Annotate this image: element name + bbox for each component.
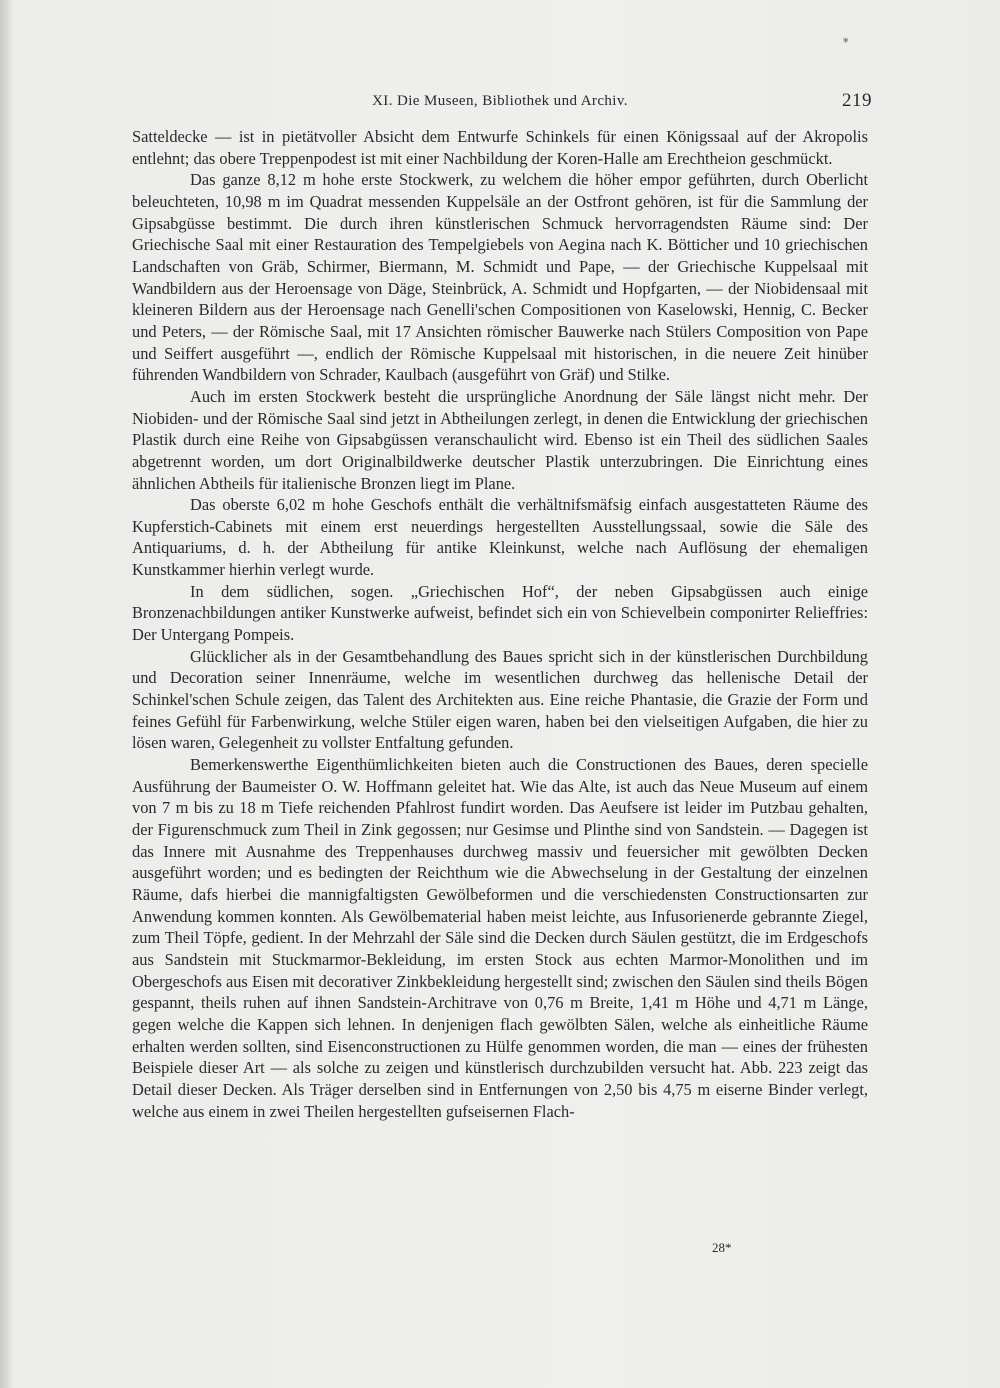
body-text [132, 126, 868, 1122]
paragraph: Glücklicher als in der Gesamtbehandlung des Baues spricht sich in der künstlerischen Durchbildung und Decoration seiner Innenräume, welche im wesentlichen durchweg das hellenische Detail der Schinkel'schen Schule zeigen, das Talent des Architekten aus. Eine reiche Phantasie, die Grazie der Form und feines Gefühl für Farbenwirkung, welche Stüler eigen waren, haben bei den vielseitigen Aufgaben, die hier zu lösen waren, Gelegenheit zu vollster Entfaltung gefunden. [132, 646, 868, 753]
signature-mark: 28* [712, 1240, 732, 1255]
paragraph: Das oberste 6,02 m hohe Geschofs enthält die verhältnifsmäfsig einfach ausgestatteten Räume des Kupferstich-Cabinets mit einem erst neuerdings hergestellten Ausstellungssaal, sowie die Säle des Antiquariums, d. h. der Abtheilung für antike Kleinkunst, welche nach Auflösung der ehemaligen Kunstkammer hierhin verlegt wurde. [132, 495, 868, 580]
paragraph: Satteldecke — ist in pietätvoller Absicht dem Entwurfe Schinkels für einen Königssaal auf der Akropolis entlehnt; das obere Treppenpodest ist mit einer Nachbildung der Koren-Halle am Erechtheion geschmückt. [132, 127, 868, 168]
paragraph: Auch im ersten Stockwerk besteht die ursprüngliche Anordnung der Säle längst nicht mehr. Der Niobiden- und der Römische Saal sind jetzt in Abtheilungen zerlegt, in denen die Entwicklung der griechischen Plastik durch eine Reihe von Gipsabgüssen veranschaulicht wird. Ebenso ist ein Theil des südlichen Saales abgetrennt worden, um dort Originalbildwerke deutscher Plastik unterzubringen. Die Einrichtung eines ähnlichen Abtheils für italienische Bronzen liegt im Plane. [132, 386, 868, 493]
running-head [130, 90, 870, 114]
corner-mark: * [843, 36, 849, 49]
page-edge-shadow [0, 0, 12, 1388]
chapter-title: XI. Die Museen, Bibliothek und Archiv. [372, 93, 628, 109]
page-number: 219 [842, 90, 872, 111]
paragraph: In dem südlichen, sogen. „Griechischen Hof“, der neben Gipsabgüssen auch einige Bronzenachbildungen antiker Kunstwerke aufweist, befindet sich ein von Schievelbein componirter Relieffries: Der Untergang Pompeis. [132, 581, 868, 645]
paragraph: Das ganze 8,12 m hohe erste Stockwerk, zu welchem die höher empor geführten, durch Oberlicht beleuchteten, 10,98 m im Quadrat messenden Kuppelsäle an der Ostfront gehören, ist für die Sammlung der Gipsabgüsse bestimmt. Die durch ihren künstlerischen Schmuck hervorragendsten Räume sind: Der Griechische Saal mit einer Restauration des Tempelgiebels von Aegina nach K. Bötticher und 10 griechischen Landschaften von Gräb, Schirmer, Biermann, M. Schmidt und Pape, — der Griechische Kuppelsaal mit Wandbildern aus der Heroensage von Däge, Steinbrück, A. Schmidt und Hopfgarten, — der Niobidensaal mit kleineren Bildern aus der Heroensage nach Genelli'schen Compositionen von Kaselowski, Hennig, C. Becker und Peters, — der Römische Saal, mit 17 Ansichten römischer Bauwerke nach Stülers Composition von Pape und Seiffert ausgeführt —, endlich der Römische Kuppelsaal mit historischen, in die neuere Zeit hinüber führenden Wandbildern von Schrader, Kaulbach (ausgeführt von Gräf) und Stilke. [132, 170, 868, 385]
paragraph: Bemerkenswerthe Eigenthümlichkeiten bieten auch die Constructionen des Baues, deren specielle Ausführung der Baumeister O. W. Hoffmann geleitet hat. Wie das Alte, ist auch das Neue Museum auf einem von 7 m bis zu 18 m Tiefe reichenden Pfahlrost fundirt worden. Das Aeufsere ist leider im Putzbau gehalten, der Figurenschmuck zum Theil in Zink gegossen; nur Gesimse und Plinthe sind von Sandstein. — Dagegen ist das Innere mit Ausnahme des Treppenhauses durchweg massiv und feuersicher mit gewölbten Decken ausgeführt worden; und es bedingten der Reichthum wie die Abwechselung in der Gestaltung der einzelnen Räume, dafs hierbei die mannigfaltigsten Gewölbeformen und die verschiedensten Constructionsarten zur Anwendung kommen konnten. Als Gewölbematerial haben meist leichte, aus Infusorienerde gebrannte Ziegel, zum Theil Töpfe, gedient. In der Mehrzahl der Säle sind die Decken durch Säulen gestützt, die im Erdgeschofs aus Sandstein mit Stuckmarmor-Bekleidung, im ersten Stock aus echten Marmor-Monolithen und im Obergeschofs aus Eisen mit decorativer Zinkbekleidung hergestellt sind; zwischen den Säulen sind theils Bögen gespannt, theils ruhen auf ihnen Sandstein-Architrave von 0,76 m Breite, 1,41 m Höhe und 4,71 m Länge, gegen welche die Kappen sich lehnen. In denjenigen flach gewölbten Sälen, welche als einheitliche Räume erhalten werden sollten, sind Eisenconstructionen zu Hülfe genommen worden, die man — eines der frühesten Beispiele dieser Art — als solche zu zeigen und künstlerisch durchzubilden versucht hat. Abb. 223 zeigt das Detail dieser Decken. Als Träger derselben sind in Entfernungen von 2,50 bis 4,75 m eiserne Binder verlegt, welche aus einem in zwei Theilen hergestellten gufseisernen Flach- [132, 755, 868, 1121]
